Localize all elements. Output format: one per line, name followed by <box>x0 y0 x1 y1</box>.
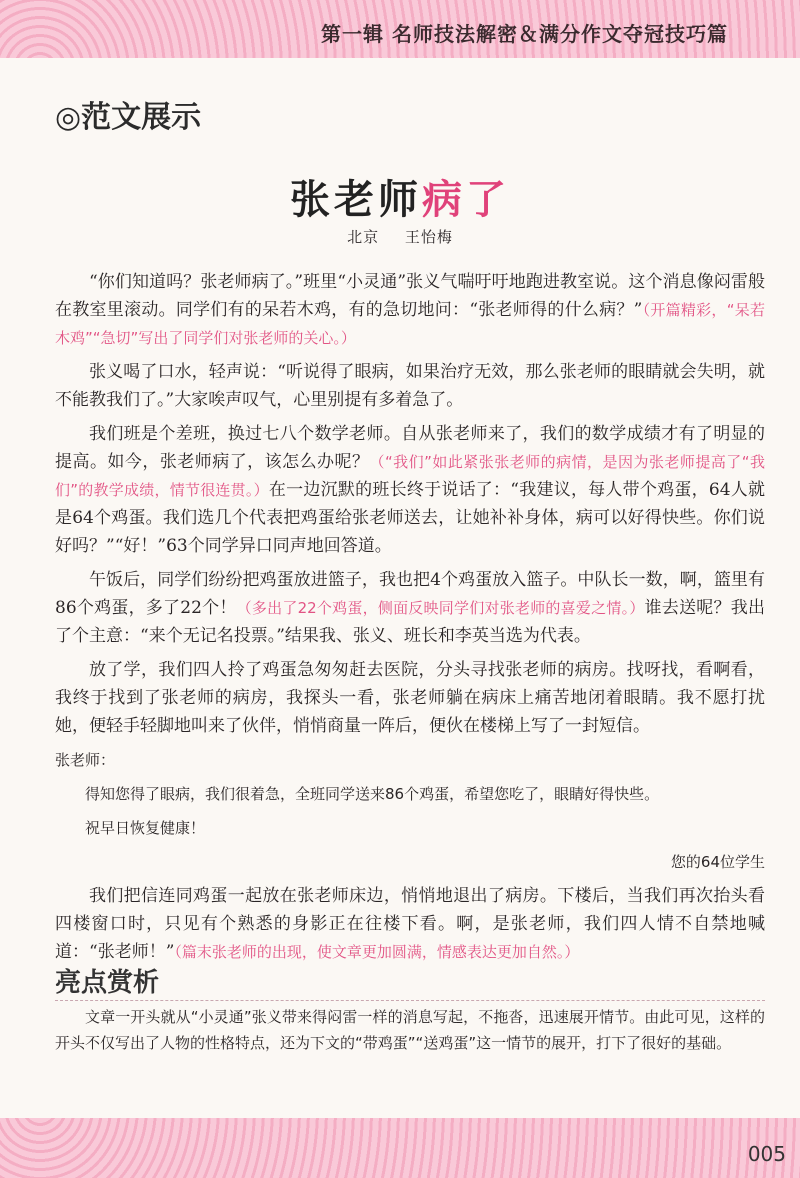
byline <box>0 226 800 247</box>
letter-closing: 祝早日恢复健康！ <box>85 819 206 837</box>
title-accent: 病了 <box>422 176 510 223</box>
paragraph-4-text-b: 谁去送呢？我出了个主意：“来个无记名投票。”结果我、张义、班长和李英当选为代表。 <box>55 598 766 646</box>
paragraph-6-text: 我们把信连同鸡蛋一起放在张老师床边，悄悄地退出了病房。下楼后，当我们再次抬头看四楼窗口时，只见有个熟悉的身影正在往楼下看。啊，是张老师，我们四人情不自禁地喊道：“张老师！” <box>55 886 765 962</box>
article-body <box>55 268 765 972</box>
annotation-2: （“我们”如此紧张张老师的病情，是因为张老师提高了“我们”的教学成绩，情节很连贯。） <box>55 453 765 499</box>
analysis-title: 亮点赏析 <box>55 968 160 998</box>
annotation-3: （多出了22个鸡蛋，侧面反映同学们对张老师的喜爱之情。） <box>236 599 645 617</box>
analysis-text: 文章一开头就从“小灵通”张义带来得闷雷一样的消息写起，不拖沓，迅速展开情节。由此可见，这样的开头不仅写出了人物的性格特点，还为下文的“带鸡蛋”“送鸡蛋”这一情节的展开，打下了很好的基础。 <box>55 1008 765 1052</box>
letter-salutation: 张老师： <box>55 751 116 769</box>
paragraph-1-text: “你们知道吗？张老师病了。”班里“小灵通”张义气喘吁吁地跑进教室说。这个消息像闷雷般在教室里滚动。同学们有的呆若木鸡，有的急切地问：“张老师得的什么病？” <box>55 272 765 320</box>
paragraph-1 <box>55 268 765 352</box>
paragraph-2 <box>55 358 765 414</box>
annotation-1: （开篇精彩，“呆若木鸡”“急切”写出了同学们对张老师的关心。） <box>55 301 765 347</box>
paragraph-2-text: 张义喝了口水，轻声说：“听说得了眼病，如果治疗无效，那么张老师的眼睛就会失明，就不能教我们了。”大家唉声叹气，心里别提有多着急了。 <box>55 362 765 410</box>
title-main: 张老师 <box>290 176 422 223</box>
article-title <box>0 168 800 225</box>
paragraph-3-text-b: 在一边沉默的班长终于说话了：“我建议，每人带个鸡蛋，64人就是64个鸡蛋。我们选几个代表把鸡蛋给张老师送去，让她补补身体，病可以好得快些。你们说好吗？”“好！”63个同学异口同声地回答道。 <box>55 480 765 556</box>
paragraph-5-text: 放了学，我们四人拎了鸡蛋急匆匆赶去医院，分头寻找张老师的病房。找呀找，看啊看，我终于找到了张老师的病房，我探头一看，张老师躺在病床上痛苦地闭着眼睛。我不愿打扰她，便轻手轻脚地叫来了伙伴，悄悄商量一阵后，便伙在楼梯上写了一封短信。 <box>55 660 765 736</box>
page-number: 005 <box>747 1142 786 1166</box>
section-label: ◎范文展示 <box>55 100 202 135</box>
paragraph-4 <box>55 566 765 650</box>
byline-author: 王怡梅 <box>404 228 453 246</box>
paragraph-5 <box>55 656 765 740</box>
letter-signature: 您的64位学生 <box>670 853 765 871</box>
footer-band <box>0 1118 800 1178</box>
paragraph-3-text-a: 我们班是个差班，换过七八个数学老师。自从张老师来了，我们的数学成绩才有了明显的提高。如今，张老师病了，该怎么办呢？ <box>55 424 765 472</box>
annotation-4: （篇末张老师的出现，使文章更加圆满，情感表达更加自然。） <box>174 943 580 961</box>
byline-place: 北京 <box>347 228 380 246</box>
letter-body: 得知您得了眼病，我们很着急，全班同学送来86个鸡蛋，希望您吃了，眼睛好得快些。 <box>85 785 660 803</box>
paragraph-6 <box>55 882 765 966</box>
analysis-divider <box>55 1000 765 1001</box>
paragraph-3 <box>55 420 765 560</box>
running-header: 第一辑 名师技法解密＆满分作文夺冠技巧篇 <box>321 22 728 46</box>
paragraph-4-text-a: 午饭后，同学们纷纷把鸡蛋放进篮子，我也把4个鸡蛋放入篮子。中队长一数，啊，篮里有86个鸡蛋，多了22个！ <box>55 570 765 618</box>
